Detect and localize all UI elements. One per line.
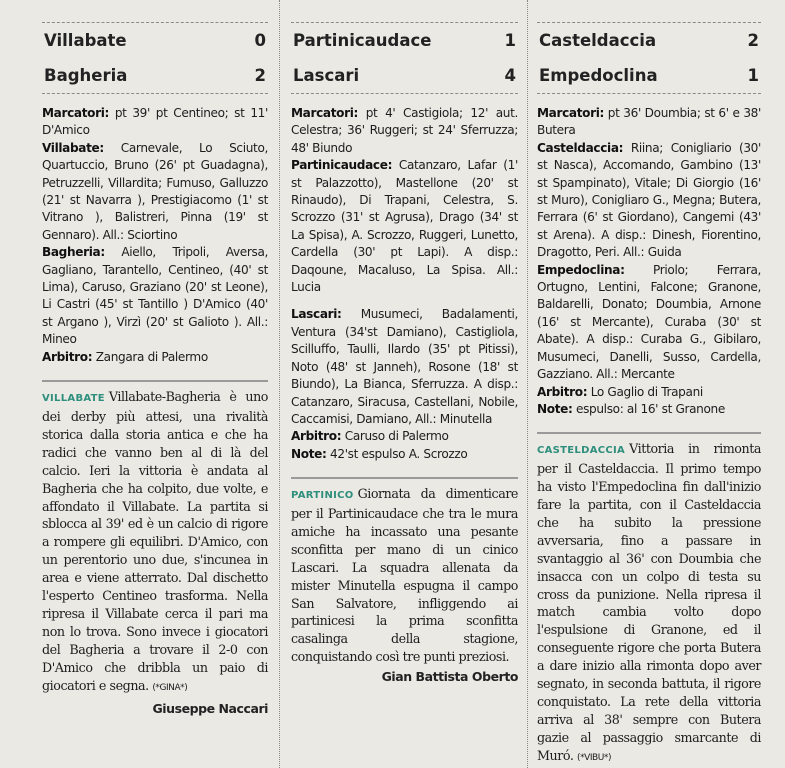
home-team-name: Casteldaccia <box>539 31 657 50</box>
report-text: Giornata da dimenticare per il Partinicaudace che tra le mura amiche ha incassato una pesante sconfitta per mano di un cinico Lascari. La squadra allenata da mister Minutella espugna il campo San Salvatore, infliggendo ai partinicesi la prima sconfitta casalinga della stagione, conquistando così tre punti preziosi. <box>291 486 518 665</box>
away-team-name: Lascari <box>293 66 360 85</box>
away-team-name: Bagheria <box>44 66 128 85</box>
match-details <box>291 105 518 463</box>
home-team-name: Villabate <box>44 31 127 50</box>
away-team-name: Empedoclina <box>539 66 658 85</box>
match-notes: Note: 42'st espulso A. Scrozzo <box>291 446 468 461</box>
report-signature: (*VIBU*) <box>577 752 612 763</box>
referee: Arbitro: Caruso di Palermo <box>291 429 449 444</box>
away-lineup: Empedoclina: Priolo; Ferrara, Ortugno, Lentini, Falcone; Granone, Baldarelli, Donato; Doumbia, Arnone (16' st Mercante), Curaba (30' st Abate). A disp.: Curaba G., Gibilaro, Musumeci, Danelli, Susso, Cardella, Gazziano. All.: Mercante <box>537 262 761 382</box>
away-team-row <box>42 58 268 94</box>
referee: Arbitro: Zangara di Palermo <box>42 349 208 364</box>
away-team-row <box>537 58 761 94</box>
match-column-partinicaudace-lascari <box>283 0 526 768</box>
report-kicker: VILLABATE <box>42 393 105 405</box>
scorers: Marcatori: pt 39' pt Centineo; st 11' D'Amico <box>42 106 268 138</box>
away-lineup: Bagheria: Aiello, Tripoli, Aversa, Gagliano, Tarantello, Centineo, (40' st Lima), Caruso, Graziano (20' st Leone), Li Castri (45' st Tantillo ) D'Amico (40' st Argano ), Virzì (20' st Galioto ). All.: Mineo <box>42 245 268 347</box>
scorers: Marcatori: pt 4' Castigiola; 12' aut. Celestra; 36' Ruggeri; st 24' Sferruzza; 48' Biundo <box>291 106 518 155</box>
home-team-row <box>291 22 518 58</box>
match-notes: Note: espulso: al 16' st Granone <box>537 401 725 416</box>
away-lineup: Lascari: Musumeci, Badalamenti, Ventura (34'st Damiano), Castigliola, Scilluffo, Taulli, Ilardo (35' pt Pitissi), Noto (48' st Janneh), Rosone (18' st Biundo), La Bianca, Sferruzza. A disp.: Catanzaro, Siracusa, Castellani, Nobile, Caccamisi, Damiano, All.: Minutella <box>291 307 519 426</box>
home-team-row <box>42 22 268 58</box>
home-lineup: Casteldaccia: Riina; Conigliario (30' st Nasca), Accomando, Gambino (13' st Spampinato), Vitale; Di Giorgio (16' st Muro), Conigliaro G., Megna; Butera, Ferrara (6' st Giordano), Cangemi (43' st Arena). A disp.: Dinesh, Fiorentino, Dragotto, Peri. All.: Guida <box>537 140 761 260</box>
report-kicker: PARTINICO <box>291 490 354 502</box>
match-report <box>42 380 268 717</box>
column-separator <box>279 0 280 768</box>
match-details <box>537 105 761 418</box>
away-team-score: 1 <box>747 66 759 85</box>
match-details <box>42 105 268 366</box>
away-team-score: 2 <box>254 66 266 85</box>
report-signature: (*GINA*) <box>152 682 188 693</box>
report-text: Villabate-Bagheria è uno dei derby più attesi, una rivalità storica dalla storia antica e che ha radici che vanno ben al di là del calcio. Ieri la vittoria è andata al Bagheria che ha colpito, due volte, e affondato il Villabate. La partita si sblocca al 39' ed è un calcio di rigore a rompere gli equilibri. D'Amico, con un perentorio uno due, s'incunea in area e viene atterrato. Dal dischetto l'esperto Centineo trasforma. Nella ripresa il Villabate cerca il pari ma non lo trova. Sono invece i giocatori del Bagheria a trovare il 2-0 con D'Amico che dribbla un paio di giocatori e segna. <box>42 389 268 693</box>
home-team-score: 0 <box>254 31 266 50</box>
home-team-name: Partinicaudace <box>293 31 432 50</box>
column-separator <box>527 0 528 768</box>
home-team-score: 2 <box>747 31 759 50</box>
report-text: Vittoria in rimonta per il Casteldaccia. Il primo tempo ha visto l'Empedoclina fin dall'inizio fare la partita, con il Casteldaccia che ha subito la pressione avversaria, fino a passare in svantaggio al 36' con Doumbia che insacca con un colpo di testa su cross da punizione. Nella ripresa il match cambia volto dopo l'espulsione di Granone, ed il conseguente rigore che porta Butera a dare inizio alla rimonta dopo aver segnato, in seconda battuta, il rigore conquistato. La rete della vittoria arriva al 38' sempre con Butera gazie al passaggio smarcante di Muró. <box>537 441 761 763</box>
match-report <box>291 477 518 686</box>
home-team-score: 1 <box>504 31 516 50</box>
report-author: Gian Battista Oberto <box>381 669 518 685</box>
match-column-casteldaccia-empedoclina <box>529 0 769 768</box>
match-column-villabate-bagheria <box>34 0 276 768</box>
home-team-row <box>537 22 761 58</box>
match-report <box>537 432 761 767</box>
report-kicker: CASTELDACCIA <box>537 445 626 457</box>
report-author: Giuseppe Naccari <box>152 700 268 716</box>
scorers: Marcatori: pt 36' Doumbia; st 6' e 38' Butera <box>537 106 761 138</box>
home-lineup: Partinicaudace: Catanzaro, Lafar (1' st Palazzotto), Mastellone (20' st Rinaudo), Di Trapani, Celestra, S. Scrozzo (31' st Agrusa), Drago (34' st La Spisa), A. Scrozzo, Ruggeri, Lunetto, Cardella (30' pt Lapi). A disp.: Daqoune, Macaluso, La Spisa. All.: Lucia <box>291 158 518 295</box>
referee: Arbitro: Lo Gaglio di Trapani <box>537 384 703 399</box>
away-team-score: 4 <box>504 66 516 85</box>
home-lineup: Villabate: Carnevale, Lo Sciuto, Quartuccio, Bruno (26' pt Guadagna), Petruzzelli, Villardita; Fumuso, Galluzzo (21' st Navarra ), Prestigiacomo (1' st Vitrano ), Balistreri, Pinna (19' st Gennaro). All.: Sciortino <box>42 140 268 242</box>
away-team-row <box>291 58 518 94</box>
